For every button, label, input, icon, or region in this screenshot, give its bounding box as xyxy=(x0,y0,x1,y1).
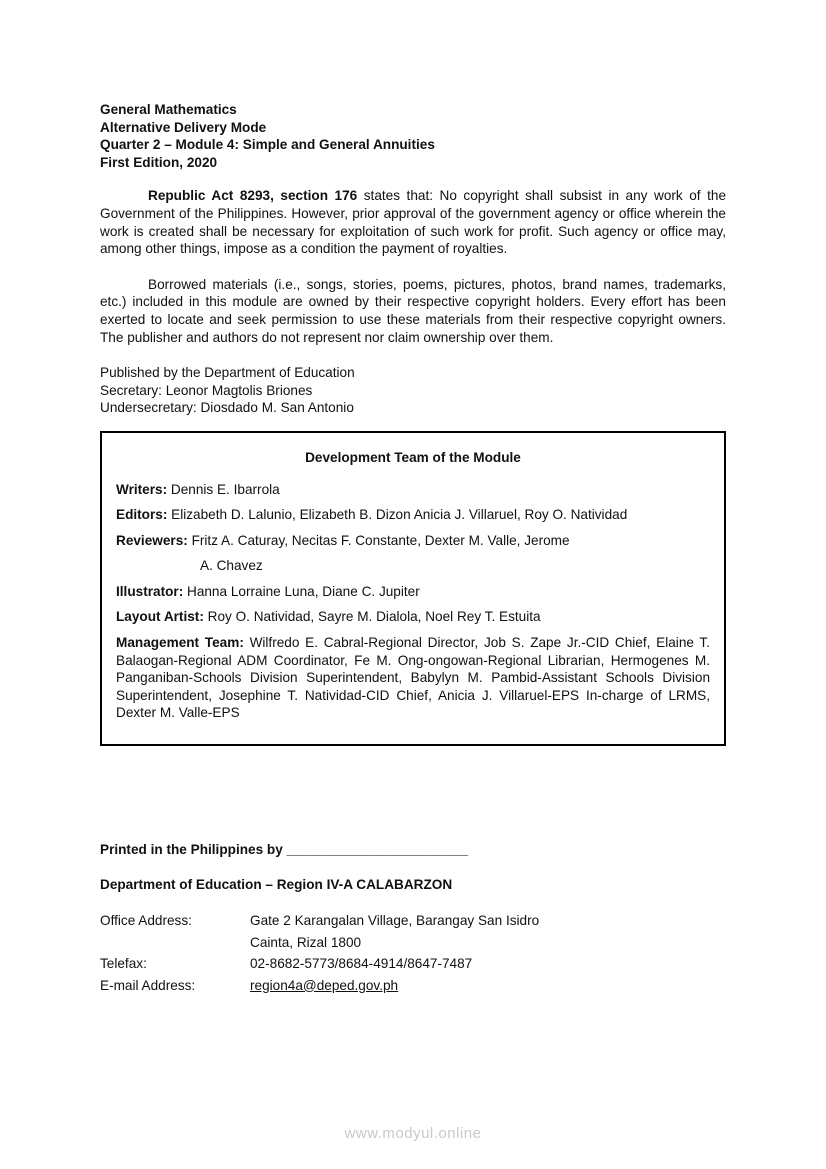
email-address-link[interactable]: region4a@deped.gov.ph xyxy=(250,977,399,993)
email-address-label: E-mail Address: xyxy=(100,977,196,993)
team-entry-text: Dennis E. Ibarrola xyxy=(167,481,280,497)
team-entry-label: Editors: xyxy=(116,507,168,523)
module-header xyxy=(100,101,726,171)
team-entry-editors xyxy=(116,506,710,524)
team-entry-line1 xyxy=(116,532,710,550)
team-entry-text: Wilfredo E. Cabral-Regional Director, Job S. Zape Jr.-CID Chief, Elaine T. Balaogan-Regional ADM Coordinator, Fe M. Ong-ongowan-Regional Librarian, Hermogenes M. Panganiban-Schools Division Superintendent, Babylyn M. Pambid-Assistant Schools Division Superintendent, Josephine T. Natividad-CID Chief, Anicia J. Villaruel-EPS In-charge of LRMS, Dexter M. Valle-EPS xyxy=(116,635,710,721)
undersecretary-line: Undersecretary: Diosdado M. San Antonio xyxy=(100,400,354,416)
printed-in-philippines-line: Printed in the Philippines by ________________________ xyxy=(100,842,469,858)
publisher-block xyxy=(100,364,726,417)
office-address-value xyxy=(250,910,726,953)
development-team-box xyxy=(100,431,726,746)
team-entry-text: Elizabeth D. Lalunio, Elizabeth B. Dizon Anicia J. Villaruel, Roy O. Natividad xyxy=(167,507,628,523)
team-entry-layout-artist xyxy=(116,608,710,626)
team-entry-text: Roy O. Natividad, Sayre M. Dialola, Noel Rey T. Estuita xyxy=(203,609,541,625)
copyright-paragraph xyxy=(100,187,726,257)
team-entry-label: Layout Artist: xyxy=(116,609,204,625)
module-delivery-mode: Alternative Delivery Mode xyxy=(100,119,267,135)
module-number-title: Quarter 2 – Module 4: Simple and General Annuities xyxy=(100,137,435,153)
published-by-line: Published by the Department of Education xyxy=(100,365,355,381)
development-team-title: Development Team of the Module xyxy=(305,449,521,465)
republic-act-text: states that: No copyright shall subsist in any work of the Government of the Philippines. However, prior approval of the government agency or office wherein the work is created shall be necessary for exploitation of such work for profit. Such agency or office may, among other things, impose as a condition the payment of royalties. xyxy=(100,188,726,257)
module-subject-title: General Mathematics xyxy=(100,102,237,117)
team-entry-illustrator xyxy=(116,583,710,601)
module-edition: First Edition, 2020 xyxy=(100,154,218,170)
office-address-line1: Gate 2 Karangalan Village, Barangay San Isidro xyxy=(250,913,540,929)
team-entry-writers xyxy=(116,481,710,499)
office-address-line2: Cainta, Rizal 1800 xyxy=(250,934,362,950)
telefax-value: 02-8682-5773/8684-4914/8647-7487 xyxy=(250,956,473,972)
department-region-line: Department of Education – Region IV-A CALABARZON xyxy=(100,876,453,892)
email-address-cell xyxy=(250,975,726,997)
team-entry-label: Reviewers: xyxy=(116,532,188,548)
team-entry-label: Writers: xyxy=(116,481,168,497)
team-entry-reviewers xyxy=(116,532,710,575)
team-entry-continuation: A. Chavez xyxy=(200,558,263,574)
site-watermark: www.modyul.online xyxy=(344,1125,482,1143)
team-entry-text: Hanna Lorraine Luna, Diane C. Jupiter xyxy=(183,583,420,599)
team-entry-text: Fritz A. Caturay, Necitas F. Constante, Dexter M. Valle, Jerome xyxy=(187,532,570,548)
borrowed-materials-paragraph: Borrowed materials (i.e., songs, stories, poems, pictures, photos, brand names, trademarks, etc.) included in this module are owned by their respective copyright holders. Every effort has been exerted to locate and seek permission to use these materials from their respective copyright owners. The publisher and authors do not represent nor claim ownership over them. xyxy=(100,276,726,345)
contact-info xyxy=(100,910,726,996)
team-entry-label: Management Team: xyxy=(116,635,244,651)
office-address-label: Office Address: xyxy=(100,913,192,929)
secretary-line: Secretary: Leonor Magtolis Briones xyxy=(100,382,313,398)
telefax-label: Telefax: xyxy=(100,956,147,972)
team-entry-management-team xyxy=(116,634,710,722)
page-content xyxy=(100,101,726,996)
team-entry-label: Illustrator: xyxy=(116,583,184,599)
republic-act-citation: Republic Act 8293, section 176 xyxy=(148,188,358,204)
